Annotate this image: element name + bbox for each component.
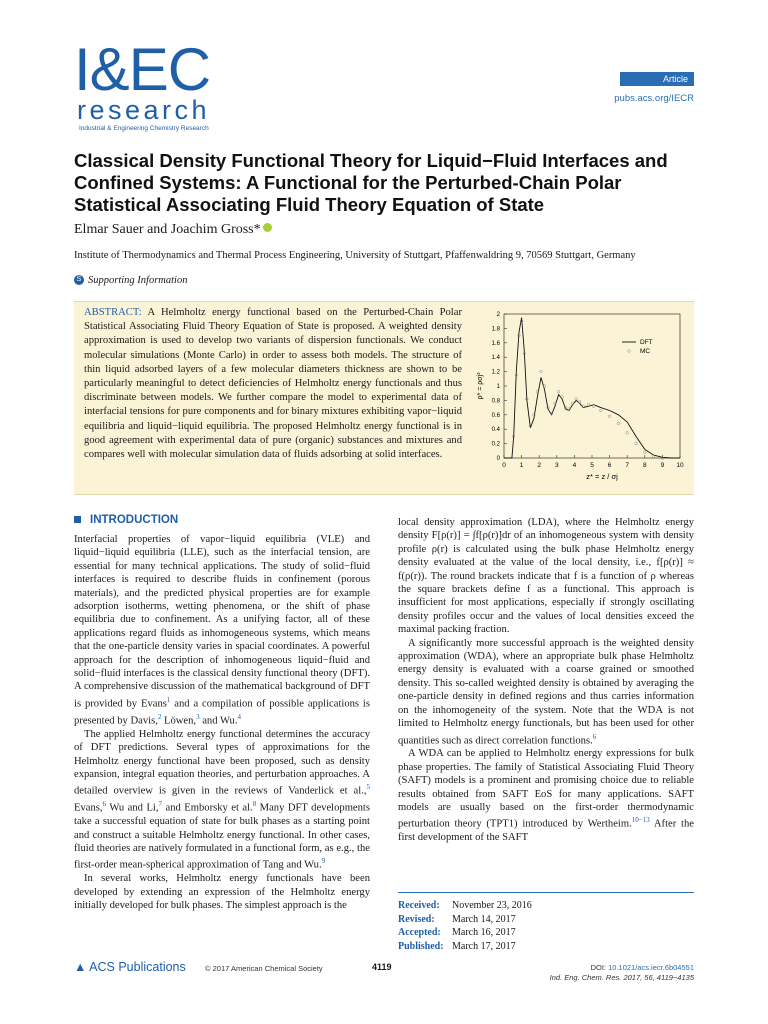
legend-label-mc: MC — [640, 348, 651, 355]
section-marker-icon — [74, 516, 81, 523]
series-point-mc — [652, 455, 655, 458]
citation-link[interactable]: 4 — [237, 712, 241, 721]
page-number: 4119 — [372, 962, 392, 972]
series-point-mc — [600, 409, 603, 412]
doi-link[interactable]: 10.1021/acs.iecr.6b04551 — [608, 963, 694, 972]
plot-frame — [504, 314, 680, 458]
y-tick-label: 0 — [496, 456, 500, 462]
citation-link[interactable]: 6 — [592, 732, 597, 741]
y-tick-label: 1.4 — [491, 355, 500, 362]
y-tick-label: 0.6 — [491, 412, 500, 419]
citation-link[interactable]: 10−13 — [631, 816, 650, 825]
legend-marker-mc — [628, 350, 631, 353]
series-point-mc — [587, 403, 590, 406]
y-tick-label: 1.6 — [491, 340, 500, 347]
revised-row: Revised: March 14, 2017 — [398, 913, 516, 925]
intro-paragraph-2: The applied Helmholtz energy functional determines the accuracy of DFT predictions. Several types of approximations for the Helmholtz energy functional have been proposed, such as density expansion, integral equation theories, and perturbation approaches. A detailed overview is given in the reviews of Vanderlick et al.,$^5$ Evans,$^6$ Wu and Li,$^7$ and Emborsky et al.$^8$ Many DFT developments take a successful equation of state for bulk phases as a starting point and construct a suitable Helmholtz energy functional. In other cases, fluid theories are natively formulated in a functional form, as e.g., the first-order mean-spherical approximation of Tang and Wu.$^9$ — [74, 728, 371, 871]
citation-link[interactable]: 7 — [158, 800, 163, 809]
x-tick-label: 7 — [625, 462, 630, 469]
x-tick-label: 8 — [642, 462, 647, 469]
series-line-dft — [504, 318, 680, 458]
citation-link[interactable]: 6 — [102, 800, 107, 809]
legend-label-dft: DFT — [640, 339, 653, 346]
chart-legend — [622, 339, 653, 355]
x-tick-label: 10 — [676, 462, 684, 469]
paper-title: Classical Density Functional Theory for Liquid−Fluid Interfaces and Confined Systems: A Functional for the Perturbed-Chain Polar Statistical Associating Fluid Theory Equation of State — [74, 150, 668, 215]
series-point-mc — [557, 390, 560, 393]
supporting-info-icon[interactable]: S — [74, 275, 84, 285]
series-point-mc — [592, 405, 595, 408]
received-row: Received: November 23, 2016 — [398, 900, 532, 911]
citation: Ind. Eng. Chem. Res. 2017, 56, 4119−4135 — [549, 973, 694, 982]
accepted-row: Accepted: March 16, 2017 — [398, 927, 516, 938]
citation-link[interactable]: 1 — [166, 695, 171, 704]
acs-triangle-icon: ▲ — [74, 960, 87, 974]
series-point-mc — [635, 442, 638, 445]
intro-paragraph-4: local density approximation (LDA), where the Helmholtz energy density F[ρ(r)] = ∫f[ρ(r)]dr of an inhomogeneous system with density profile ρ(r) is calculated using the bulk phase Helmholtz energy density evaluated at the value of the local density, i.e., f[ρ(r)] ≈ f(ρ(r)). The round brackets indicate that f is a function of ρ whereas the square brackets define f as a functional. This approach is insufficient for most applications, especially if strongly oscillating density profiles occur and the values of local densities exceed the maximal packing fraction. — [398, 517, 694, 636]
authors-text[interactable]: Elmar Sauer and Joachim Gross* — [74, 222, 261, 237]
intro-paragraph-5: A significantly more successful approach is the weighted density approximation (WDA), where an appropriate bulk phase Helmholtz energy density is evaluated with a coarse grained or smoothed density. This so-called weighted density is obtained by averaging the one-particle density in defined regions and thus carries information on the inhomogeneity of the system. Note that the WDA is not limited to Helmholtz energy functionals, but has been used for other quantities such as direct correlation functions.$^6$ — [398, 637, 694, 747]
series-point-mc — [617, 422, 620, 425]
series-point-mc — [626, 432, 629, 435]
abstract-label: ABSTRACT: — [84, 307, 142, 318]
y-tick-label: 1 — [496, 384, 500, 390]
abstract — [84, 306, 462, 462]
series-point-mc — [540, 370, 543, 373]
y-tick-label: 1.2 — [491, 369, 500, 376]
journal-logo-subtitle: Industrial & Engineering Chemistry Research — [79, 125, 209, 132]
intro-paragraph-3: In several works, Helmholtz energy functionals have been developed by extending an expression of the Helmholtz energy initially developed for bulk phases. The simplest approach is the — [74, 873, 370, 912]
intro-paragraph-1: Interfacial properties of vapor−liquid equilibria (VLE) and liquid−liquid equilibria (LLE), such as the interfacial tension, are essential for many technical applications. The study of solid−fluid interfaces is required to describe fluids in confinement (porous materials), and the predicted physical properties are for example adsorption isotherms, wetting phenomena, or the shift of phase equilibria due to confinement. As a unifying factor, all of these applications regard fluids as inhomogeneous systems, which means that the one-particle density varies in spacial coordinates. A powerful approach for the description of inhomogeneous liquid−fluid and solid−fluid interfaces is the classical density functional theory (DFT). A comprehensive discussion of the mathematical background of DFT is provided by Evans$^1$ and a compilation of possible applications is presented by Davis,$^2$ Löwen,$^3$ and Wu.$^4$ — [74, 534, 370, 727]
x-tick-label: 6 — [607, 462, 612, 469]
orcid-icon[interactable] — [263, 223, 272, 232]
journal-logo-research: research — [77, 95, 211, 125]
doi-block: DOI: 10.1021/acs.iecr.6b04551 Ind. Eng. Chem. Res. 2017, 56, 4119−4135 — [549, 963, 694, 982]
y-tick-label: 2 — [496, 312, 500, 318]
left-column — [74, 533, 370, 913]
citation-link[interactable]: 2 — [157, 712, 162, 721]
x-tick-label: 4 — [572, 462, 577, 469]
y-axis-label: ρ* = ρσj³ — [477, 372, 484, 400]
published-row: Published: March 17, 2017 — [398, 940, 516, 952]
affiliation: Institute of Thermodynamics and Thermal Process Engineering, University of Stuttgart, Pfaffenwaldring 9, 70569 Stuttgart, Germany — [74, 250, 636, 261]
citation-link[interactable]: 3 — [196, 712, 200, 721]
abstract-body: A Helmholtz energy functional based on the Perturbed-Chain Polar Statistical Associating Fluid Theory Equation of State is proposed. A weighted density approximation is used to develop two variants of dispersion functionals. We conduct molecular simulations (Monte Carlo) in order to assess both models. The structure of thin liquid adsorbed layers of a few molecular diameters thickness are shown to be particularly meaningful to detect deficiencies of Helmholtz energy functionals and thus discriminate between models. We further compare the model to experimental data of interfacial tensions for pure components and for binary mixtures exhibiting vapor−liquid equilibria and liquid−liquid equilibria. The proposed Helmholtz energy functional is in good agreement with experimental data of pure (organic) substances and mixtures and compares well with molecular simulation data of fluids adsorbing at solid interfaces. — [84, 307, 462, 461]
density-profile-chart — [472, 306, 690, 489]
series-point-mc — [561, 396, 564, 399]
series-point-mc — [644, 451, 647, 454]
supporting-info-link[interactable]: Supporting Information — [88, 275, 188, 286]
x-tick-label: 0 — [502, 462, 506, 469]
copyright: © 2017 American Chemical Society — [205, 964, 323, 973]
y-tick-label: 0.2 — [491, 441, 500, 448]
article-type-badge: Article — [620, 72, 694, 86]
history-dates — [398, 892, 694, 953]
journal-url-link[interactable]: pubs.acs.org/IECR — [614, 93, 694, 104]
x-tick-label: 3 — [554, 462, 559, 469]
journal-logo: I&EC — [74, 36, 211, 103]
x-tick-label: 2 — [537, 462, 542, 469]
x-axis-label: z* = z / σj — [586, 472, 618, 481]
author-list — [74, 222, 272, 238]
series-point-mc — [608, 415, 611, 418]
section-heading-introduction: INTRODUCTION — [74, 514, 178, 526]
x-tick-label: 9 — [660, 462, 665, 469]
y-tick-label: 1.8 — [491, 326, 500, 333]
citation-link[interactable]: 5 — [366, 783, 370, 792]
x-tick-label: 1 — [519, 462, 524, 469]
y-tick-label: 0.8 — [491, 398, 500, 405]
publisher-logo[interactable]: ▲ ACS Publications — [74, 960, 186, 974]
citation-link[interactable]: 9 — [321, 857, 326, 866]
right-column — [398, 516, 694, 845]
intro-paragraph-6: A WDA can be applied to Helmholtz energy expressions for bulk phase properties. The family of Statistical Associating Fluid Theory (SAFT) models is a prominent and promising choice due to reliable results obtained from SAFT EoS for many applications. SAFT models are usually based on the first-order thermodynamic perturbation theory (TPT1) introduced by Wertheim.$^{10-13}$ After the first development of the SAFT — [398, 748, 694, 844]
y-tick-label: 0.4 — [491, 427, 500, 434]
chart-series — [504, 318, 680, 460]
x-tick-label: 5 — [590, 462, 594, 469]
citation-link[interactable]: 8 — [252, 800, 257, 809]
